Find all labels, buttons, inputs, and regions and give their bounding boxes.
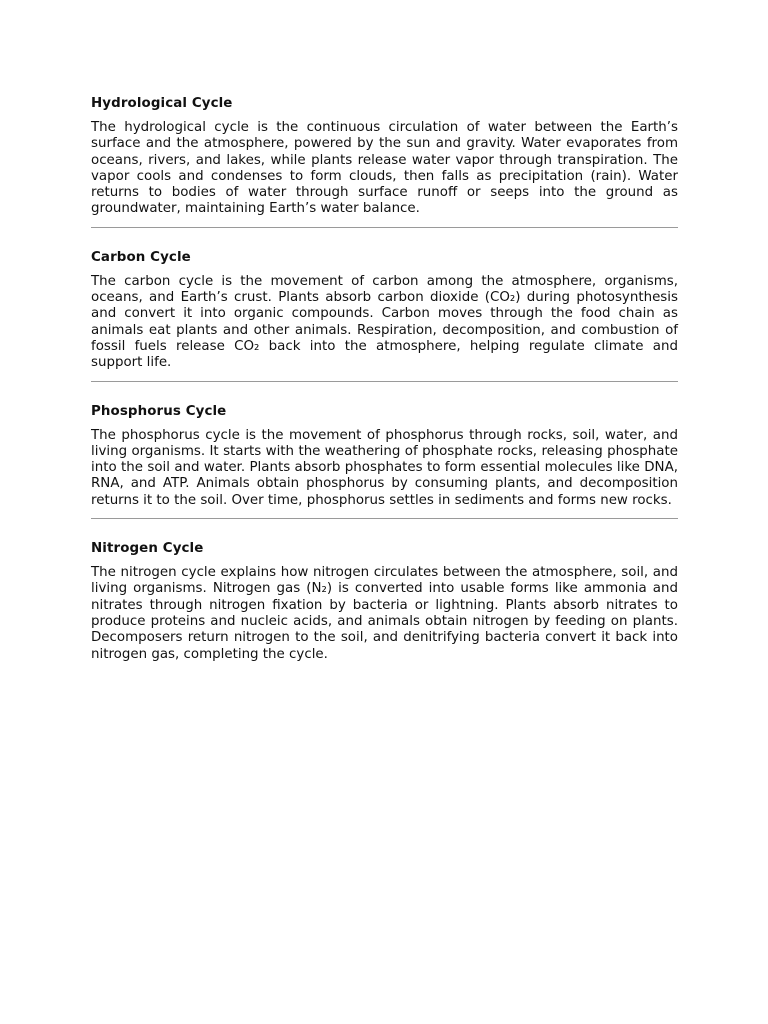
section-divider <box>91 381 678 382</box>
section-nitrogen-cycle <box>91 541 678 663</box>
section-phosphorus-cycle <box>91 404 678 509</box>
section-title: Carbon Cycle <box>91 249 191 265</box>
section-carbon-cycle <box>91 250 678 372</box>
section-title: Phosphorus Cycle <box>91 403 227 419</box>
section-body: The phosphorus cycle is the movement of phosphorus through rocks, soil, water, and living organisms. It starts with the weathering of phosphate rocks, releasing phosphate into the soil and water. Plants absorb phosphates to form essential molecules like DNA, RNA, and ATP. Animals obtain phosphorus by consuming plants, and decomposition returns it to the soil. Over time, phosphorus settles in sediments and forms new rocks. <box>91 427 678 508</box>
section-divider <box>91 518 678 519</box>
section-title: Hydrological Cycle <box>91 96 233 111</box>
section-body: The nitrogen cycle explains how nitrogen circulates between the atmosphere, soil, and living organisms. Nitrogen gas (N₂) is converted into usable forms like ammonia and nitrates through nitrogen fixation by bacteria or lightning. Plants absorb nitrates to produce proteins and nucleic acids, and animals obtain nitrogen by feeding on plants. Decomposers return nitrogen to the soil, and denitrifying bacteria convert it back into nitrogen gas, completing the cycle. <box>91 565 678 662</box>
section-hydrological-cycle <box>91 96 678 218</box>
section-body: The hydrological cycle is the continuous circulation of water between the Earth’s surface and the atmosphere, powered by the sun and gravity. Water evaporates from oceans, rivers, and lakes, while plants release water vapor through transpiration. The vapor cools and condenses to form clouds, then falls as precipitation (rain). Water returns to bodies of water through surface runoff or seeps into the ground as groundwater, maintaining Earth’s water balance. <box>91 120 678 217</box>
section-divider <box>91 227 678 228</box>
document-page <box>91 96 678 663</box>
section-title: Nitrogen Cycle <box>91 541 204 557</box>
section-body: The carbon cycle is the movement of carbon among the atmosphere, organisms, oceans, and Earth’s crust. Plants absorb carbon dioxide (CO₂) during photosynthesis and convert it into organic compounds. Carbon moves through the food chain as animals eat plants and other animals. Respiration, decomposition, and combustion of fossil fuels release CO₂ back into the atmosphere, helping regulate climate and support life. <box>91 273 678 371</box>
